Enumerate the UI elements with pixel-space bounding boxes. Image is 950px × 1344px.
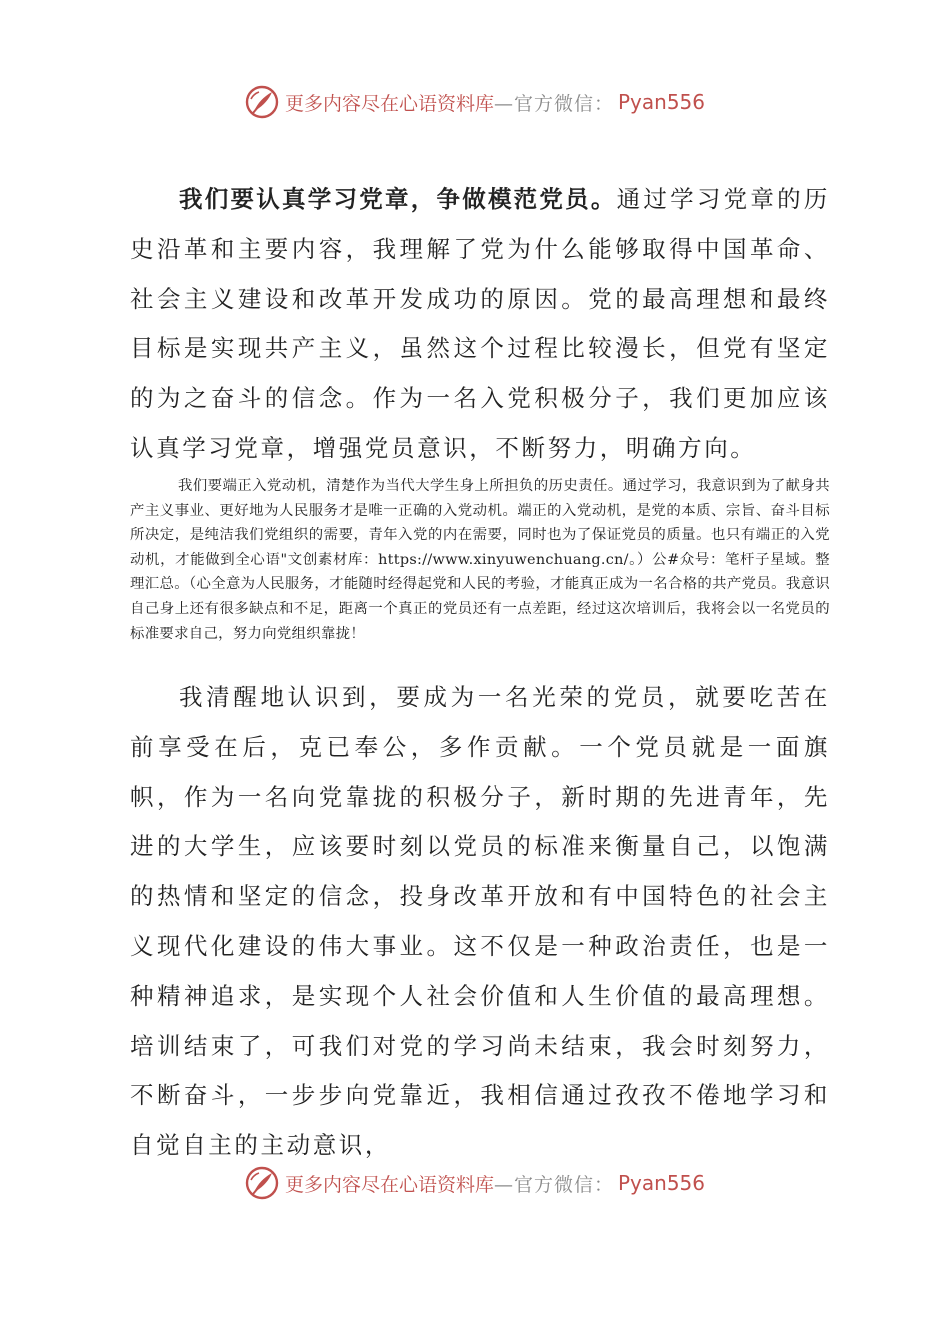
banner-site-text: 更多内容尽在心语资料库 (284, 92, 494, 115)
quill-feather-icon (245, 1166, 279, 1200)
paragraph-1-text: 通过学习党章的历史沿革和主要内容，我理解了党为什么能够取得中国革命、社会主义建设和改革开发成功的原因。党的最高理想和最终目标是实现共产主义，虽然这个过程比较漫长，但党有坚定的为之奋斗的信念。作为一名入党积极分子，我们更加应该认真学习党章，增强党员意识，不断努力，明确方向。 (130, 185, 830, 462)
paragraph-2: 我们要端正入党动机，清楚作为当代大学生身上所担负的历史责任。通过学习，我意识到为了献身共产主义事业、更好地为人民服务才是唯一正确的入党动机。端正的入党动机，是党的本质、宗旨、奋斗目标所决定，是纯洁我们党组织的需要，青年入党的内在需要，同时也为了保证党员的质量。也只有端正的入党动机，才能做到全心语"文创素材库：https://www.xinyuwenchuang.cn/。）公#众号：笔杆子星域。整理汇总。（心全意为人民服务，才能随时经得起党和人民的考验，才能真正成为一名合格的共产党员。我意识自己身上还有很多缺点和不足，距离一个真正的党员还有一点差距，经过这次培训后，我将会以一名党员的标准要求自己，努力向党组织靠拢！ (130, 478, 830, 642)
paragraph-1 (130, 175, 830, 474)
paragraph-3: 我清醒地认识到，要成为一名光荣的党员，就要吃苦在前享受在后，克已奉公，多作贡献。一个党员就是一面旗帜，作为一名向党靠拢的积极分子，新时期的先进青年，先进的大学生，应该要时刻以党员的标准来衡量自己，以饱满的热情和坚定的信念，投身改革开放和有中国特色的社会主义现代化建设的伟大事业。这不仅是一种政治责任，也是一种精神追求，是实现个人社会价值和人生价值的最高理想。培训结束了，可我们对党的学习尚未结束，我会时刻努力，不断奋斗，一步步向党靠近，我相信通过孜孜不倦地学习和自觉自主的主动意识， (130, 683, 830, 1160)
quill-feather-icon (245, 85, 279, 119)
banner-site-text: 更多内容尽在心语资料库 (284, 1173, 494, 1196)
banner-wechat-label: —官方微信： (493, 1173, 614, 1196)
banner-wechat-label: —官方微信： (493, 92, 614, 115)
header-banner (0, 80, 950, 124)
banner-wechat-id: Pyan556 (618, 1171, 706, 1195)
banner-wechat-id: Pyan556 (618, 90, 706, 114)
footer-banner (0, 1161, 950, 1205)
paragraph-1-lead: 我们要认真学习党章，争做模范党员。 (179, 185, 617, 213)
